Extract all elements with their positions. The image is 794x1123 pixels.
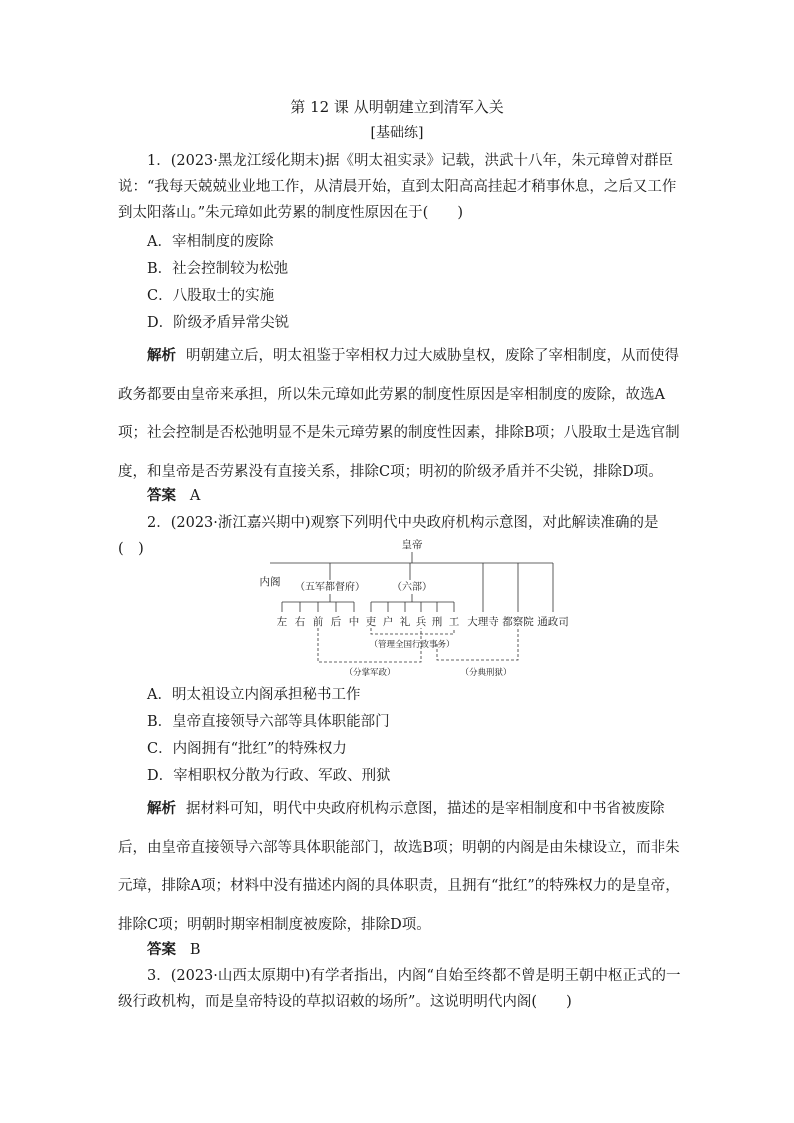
q1-analysis: [118, 337, 684, 491]
diagram-bu-hu: 户: [382, 616, 394, 628]
diagram-guanli-label: （管理全国行政事务）: [369, 640, 455, 650]
diagram-bu-bing: 兵: [415, 616, 427, 628]
q1-analysis-text: 明朝建立后，明太祖鉴于宰相权力过大威胁皇权，废除了宰相制度，从而使得政务都要由皇帝来承担，所以朱元璋如此劳累的制度性原因是宰相制度的废除，故选A项；社会控制是否松弛明显不是朱元璋劳累的制度性因素，排除B项；八股取士是选官制度，和皇帝是否劳累没有直接关系，排除C项；明初的阶级矛盾并不尖锐，排除D项。: [118, 348, 680, 480]
q1-option-b: B．社会控制较为松弛: [147, 261, 289, 277]
diagram-dalisi: 大理寺: [467, 616, 499, 628]
q3-stem: 3．(2023·山西太原期中)有学者指出，内阁“自始至终都不曾是明王朝中枢正式的一级行政机构，而是皇帝特设的草拟诏敕的场所”。这说明明代内阁( ): [118, 968, 681, 1010]
diagram-wujun-center: 中: [348, 616, 360, 628]
diagram-liubu: （六部）: [392, 582, 432, 593]
q2-stem: 2．(2023·浙江嘉兴期中)观察下列明代中央政府机构示意图，对此解读准确的是( ): [118, 515, 659, 557]
q2-answer-label: 答案: [147, 941, 176, 958]
q2-answer-value: B: [189, 942, 201, 958]
government-structure-diagram: [230, 536, 590, 680]
q2-analysis-label: 解析: [147, 800, 176, 817]
q2-option-d: D．宰相职权分散为行政、军政、刑狱: [147, 768, 391, 784]
diagram-wujun-front: 前: [312, 616, 324, 628]
diagram-wujun-left: 左: [276, 616, 288, 628]
q1-option-c: C．八股取士的实施: [147, 288, 275, 304]
q1-answer-value: A: [189, 488, 201, 504]
q2-option-c: C．内阁拥有“批红”的特殊权力: [147, 741, 347, 757]
diagram-wujun: （五军都督府）: [295, 582, 365, 593]
diagram-tongzhengsi: 通政司: [537, 616, 569, 628]
diagram-bu-gong: 工: [448, 616, 460, 628]
q1-answer: [147, 484, 200, 505]
q1-option-d: D．阶级矛盾异常尖锐: [147, 315, 290, 331]
diagram-fendian-label: （分典刑狱）: [460, 668, 512, 678]
diagram-bu-li-personnel: 吏: [365, 616, 377, 628]
diagram-fenzhang-label: （分掌军政）: [344, 668, 396, 678]
q1-analysis-label: 解析: [147, 347, 176, 364]
diagram-wujun-back: 后: [330, 616, 342, 628]
q2-analysis-text: 据材料可知，明代中央政府机构示意图，描述的是宰相制度和中书省被废除后，由皇帝直接领导六部等具体职能部门，故选B项；明朝的内阁是由朱棣设立，而非朱元璋，排除A项；材料中没有描述内阁的具体职责，且拥有“批红”的特殊权力的是皇帝，排除C项；明朝时期宰相制度被废除，排除D项。: [118, 801, 680, 933]
q2-option-b: B．皇帝直接领导六部等具体职能部门: [147, 714, 390, 730]
diagram-duchayuan: 都察院: [502, 616, 534, 628]
diagram-bu-li-rites: 礼: [399, 616, 411, 628]
diagram-wujun-right: 右: [294, 616, 306, 628]
lesson-title: 第 12 课 从明朝建立到清军入关: [290, 98, 504, 116]
q2-option-a: A．明太祖设立内阁承担秘书工作: [147, 687, 361, 703]
q1-option-a: A．宰相制度的废除: [147, 234, 274, 250]
section-label: [基础练]: [370, 125, 424, 141]
diagram-neige: 内阁: [259, 576, 281, 588]
q2-answer: [147, 938, 200, 959]
q2-analysis: [118, 790, 684, 944]
diagram-bu-xing: 刑: [431, 616, 443, 628]
q1-stem: 1．(2023·黑龙江绥化期末)据《明太祖实录》记载，洪武十八年，朱元璋曾对群臣说：“我每天兢兢业业地工作，从清晨开始，直到太阳高高挂起才稍事休息，之后又工作到太阳落山。”朱元璋如此劳累的制度性原因在于( ): [118, 153, 677, 221]
q1-answer-label: 答案: [147, 487, 176, 504]
diagram-emperor: 皇帝: [401, 539, 423, 551]
